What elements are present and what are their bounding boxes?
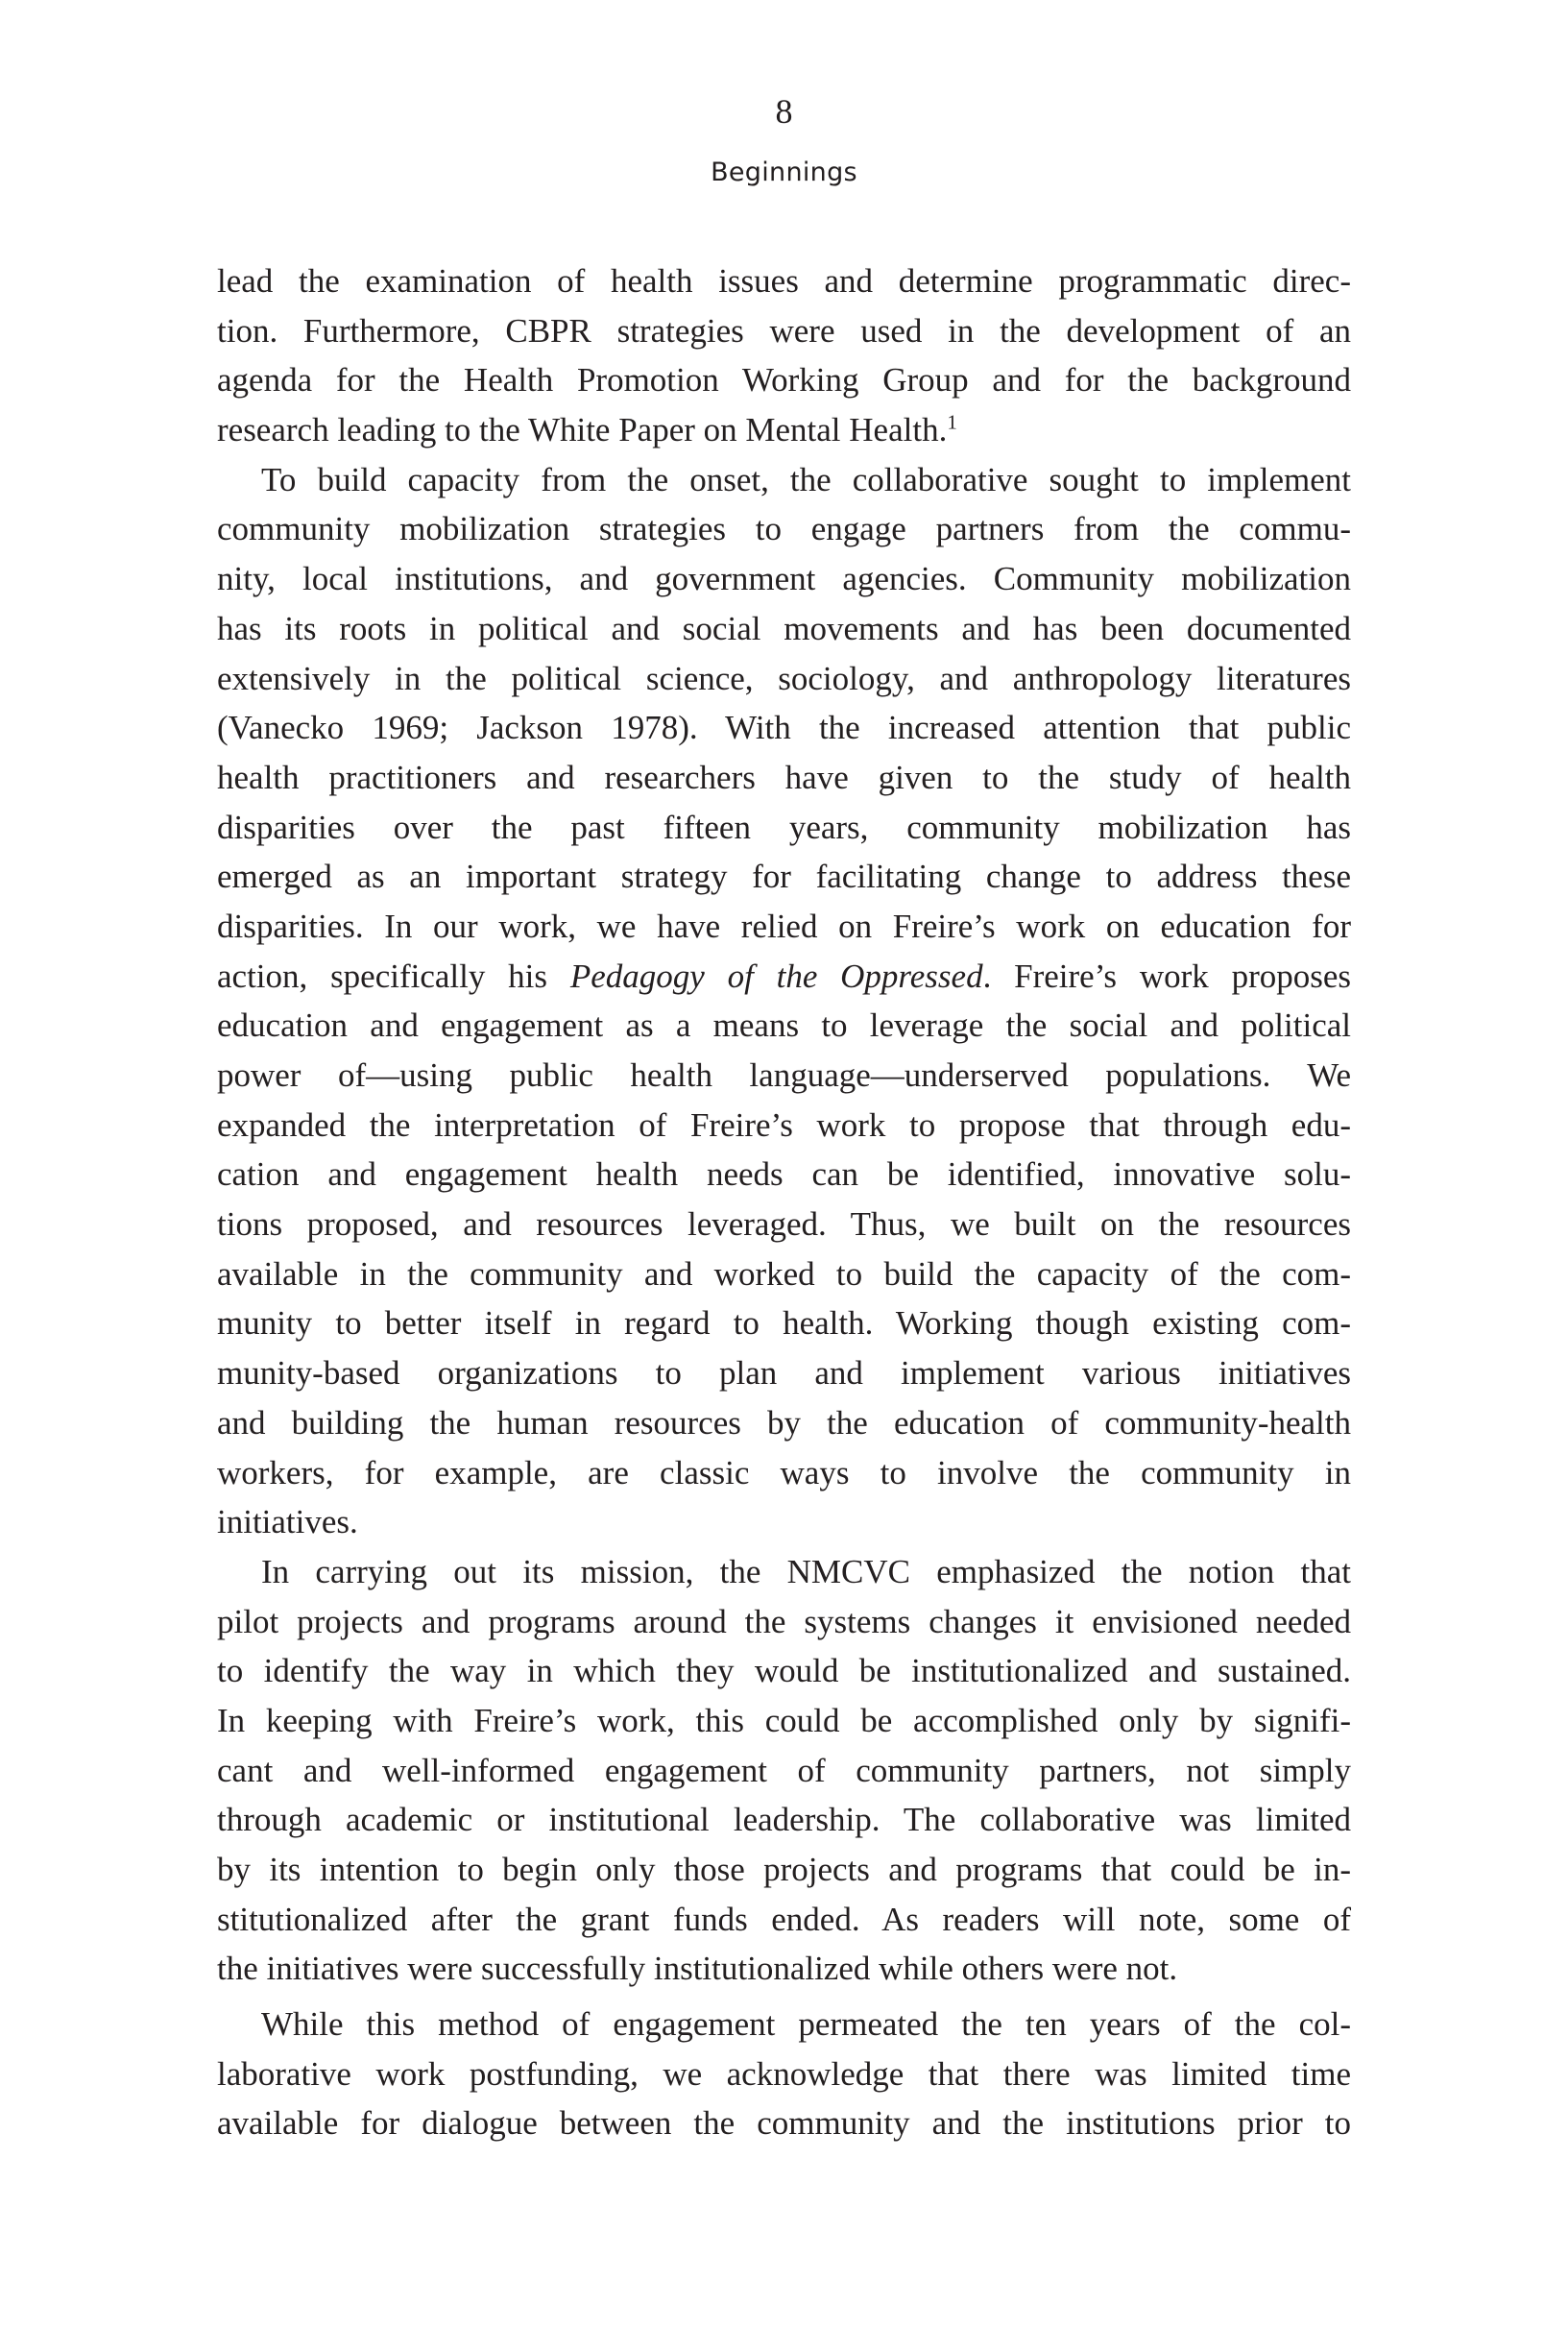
text-segment: . Freire’s work proposes (982, 957, 1352, 995)
text-line (217, 1150, 1351, 1200)
text-segment: disparities over the past fifteen years, community mobilization has (217, 808, 1351, 846)
text-segment: action, specifically his (217, 957, 570, 995)
text-line (217, 703, 1351, 753)
text-segment: In carrying out its mission, the NMCVC emphasized the notion that (261, 1552, 1351, 1590)
text-line (217, 455, 1351, 505)
text-segment: cation and engagement health needs can be identified, innovative solu- (217, 1155, 1351, 1194)
book-title: Pedagogy of the Oppressed (569, 957, 983, 995)
text-line (217, 1348, 1351, 1398)
text-line (217, 1746, 1351, 1796)
text-segment: through academic or institutional leadership. The collaborative was limited (217, 1801, 1351, 1839)
text-line (217, 256, 1351, 306)
text-line (217, 1249, 1351, 1299)
text-segment: tion. Furthermore, CBPR strategies were used in the development of an (217, 311, 1351, 350)
text-segment: cant and well-informed engagement of community partners, not simply (217, 1751, 1351, 1789)
text-segment: lead the examination of health issues and determine programmatic direc- (217, 262, 1351, 300)
text-line (217, 1448, 1351, 1498)
paragraph-4 (217, 2000, 1351, 2148)
footnote-reference[interactable]: 1 (947, 410, 957, 434)
text-line (217, 902, 1351, 952)
text-line (217, 1398, 1351, 1448)
text-line (217, 1944, 1351, 1994)
running-head: Beginnings (711, 158, 857, 187)
text-line (217, 1895, 1351, 1945)
text-segment: power of—using public health language—underserved populations. We (217, 1056, 1351, 1094)
text-line (217, 1101, 1351, 1151)
text-line (217, 753, 1351, 803)
text-segment: tions proposed, and resources leveraged. Thus, we built on the resources (217, 1205, 1351, 1244)
text-segment: initiatives. (217, 1503, 358, 1541)
text-segment: extensively in the political science, sociology, and anthropology literatures (217, 659, 1351, 697)
text-segment: and building the human resources by the education of community-health (217, 1403, 1351, 1442)
text-line (217, 554, 1351, 604)
text-segment: agenda for the Health Promotion Working Group and for the background (217, 361, 1351, 400)
text-line (217, 803, 1351, 853)
text-line (217, 852, 1351, 902)
page-number: 8 (775, 92, 793, 131)
text-segment: (Vanecko 1969; Jackson 1978). With the increased attention that public (217, 709, 1351, 747)
text-segment: health practitioners and researchers have given to the study of health (217, 758, 1351, 796)
text-line (217, 1646, 1351, 1696)
text-segment: nity, local institutions, and government agencies. Community mobilization (217, 560, 1351, 598)
text-line (217, 504, 1351, 554)
text-line (217, 1696, 1351, 1746)
text-segment: available in the community and worked to build the capacity of the com- (217, 1254, 1351, 1293)
text-line (217, 1845, 1351, 1895)
text-segment: the initiatives were successfully institutionalized while others were not. (217, 1950, 1178, 1988)
text-line (217, 604, 1351, 654)
text-line (217, 405, 1351, 455)
text-line (217, 1051, 1351, 1101)
text-segment: disparities. In our work, we have relied on Freire’s work on education for (217, 907, 1351, 945)
text-segment: emerged as an important strategy for facilitating change to address these (217, 858, 1351, 896)
text-segment: available for dialogue between the community and the institutions prior to (217, 2104, 1351, 2143)
text-segment: by its intention to begin only those projects and programs that could be in- (217, 1851, 1351, 1888)
text-segment: workers, for example, are classic ways to involve the community in (217, 1453, 1351, 1491)
text-segment: education and engagement as a means to leverage the social and political (217, 1006, 1351, 1045)
text-line (217, 1795, 1351, 1845)
text-segment: munity-based organizations to plan and implement various initiatives (217, 1354, 1351, 1393)
text-segment: To build capacity from the onset, the collaborative sought to implement (261, 460, 1351, 498)
text-line (217, 1298, 1351, 1348)
paragraph-3 (217, 1547, 1351, 1994)
text-line (217, 1497, 1351, 1547)
text-line (217, 2098, 1351, 2148)
text-segment: has its roots in political and social movements and has been documented (217, 609, 1351, 647)
text-segment: In keeping with Freire’s work, this could be accomplished only by signifi- (217, 1701, 1351, 1739)
text-segment: expanded the interpretation of Freire’s work to propose that through edu- (217, 1105, 1351, 1144)
text-segment: laborative work postfunding, we acknowledge that there was limited time (217, 2054, 1351, 2093)
text-line (217, 355, 1351, 405)
paragraph-2 (217, 455, 1351, 1547)
text-line (217, 2049, 1351, 2099)
text-segment: stitutionalized after the grant funds ended. As readers will note, some of (217, 1900, 1351, 1938)
text-segment: community mobilization strategies to engage partners from the commu- (217, 510, 1351, 548)
text-segment: to identify the way in which they would be institutionalized and sustained. (217, 1652, 1351, 1690)
text-segment: munity to better itself in regard to health. Working though existing com- (217, 1304, 1351, 1343)
text-line (217, 306, 1351, 356)
text-line (217, 1200, 1351, 1249)
text-line (217, 952, 1351, 1002)
text-line (217, 1597, 1351, 1647)
text-line (217, 1547, 1351, 1597)
text-segment: research leading to the White Paper on Mental Health. (217, 411, 948, 449)
text-line (217, 654, 1351, 704)
text-segment: While this method of engagement permeated the ten years of the col- (261, 2005, 1351, 2044)
text-line (217, 2000, 1351, 2049)
text-line (217, 1001, 1351, 1051)
paragraph-1 (217, 256, 1351, 455)
text-segment: pilot projects and programs around the systems changes it envisioned needed (217, 1602, 1351, 1640)
body-text (217, 256, 1351, 2148)
